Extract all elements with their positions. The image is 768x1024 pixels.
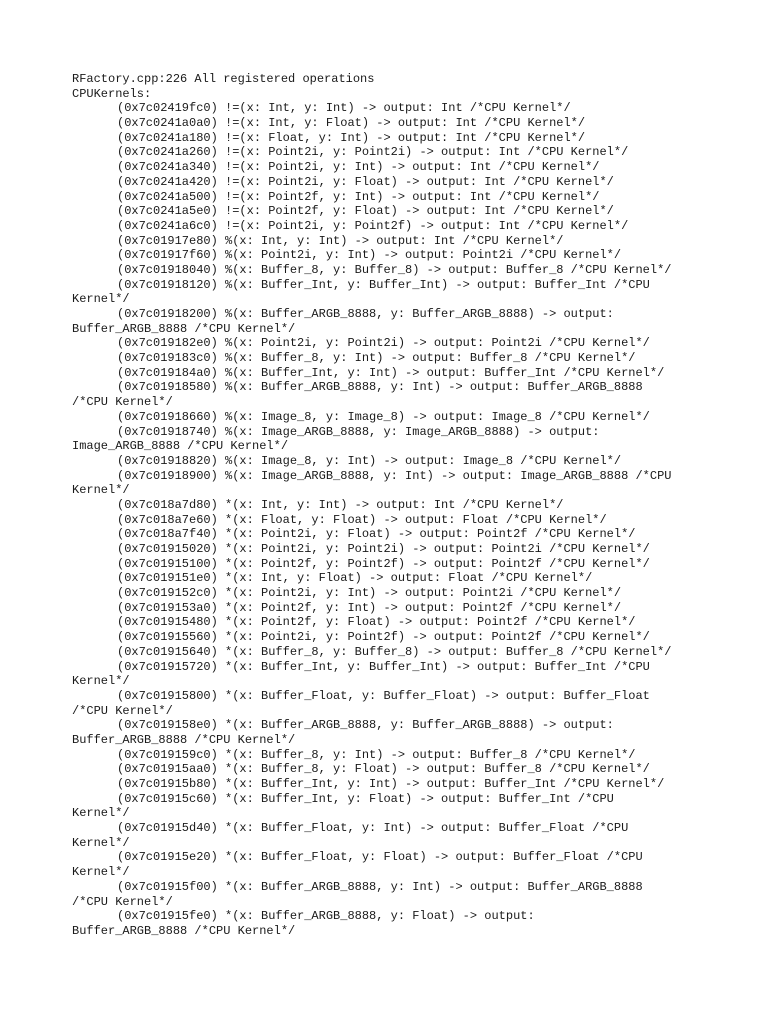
operation-line: (0x7c01917e80) %(x: Int, y: Int) -> output: Int /*CPU Kernel*/ — [117, 233, 564, 248]
operation-line: (0x7c01915020) *(x: Point2i, y: Point2i) -> output: Point2i /*CPU Kernel*/ — [117, 542, 650, 556]
operation-line: (0x7c0241a5e0) !=(x: Point2f, y: Float) -> output: Int /*CPU Kernel*/ — [117, 204, 614, 219]
operation-line-continuation: Image_ARGB_8888 /*CPU Kernel*/ — [72, 439, 289, 454]
operation-line: (0x7c0241a340) !=(x: Point2i, y: Int) -> output: Int /*CPU Kernel*/ — [117, 160, 600, 175]
operation-line: (0x7c018a7d80) *(x: Int, y: Int) -> output: Int /*CPU Kernel*/ — [117, 497, 564, 512]
operation-line: (0x7c01915100) *(x: Point2f, y: Point2f) -> output: Point2f /*CPU Kernel*/ — [117, 556, 650, 571]
operation-line: (0x7c01915aa0) *(x: Buffer_8, y: Float) -> output: Buffer_8 /*CPU Kernel*/ — [117, 762, 650, 777]
operation-line: (0x7c01915c60) *(x: Buffer_Int, y: Float) -> output: Buffer_Int /*CPU — [117, 791, 614, 806]
operation-line: (0x7c01915640) *(x: Buffer_8, y: Buffer_8) -> output: Buffer_8 /*CPU Kernel*/ — [117, 644, 672, 659]
operation-line: (0x7c01915720) *(x: Buffer_Int, y: Buffer_Int) -> output: Buffer_Int /*CPU — [117, 659, 650, 674]
operation-line: (0x7c018a7f40) *(x: Point2i, y: Float) -> output: Point2f /*CPU Kernel*/ — [117, 527, 636, 542]
operation-line: (0x7c018a7e60) *(x: Float, y: Float) -> output: Float /*CPU Kernel*/ — [117, 512, 607, 527]
operation-line: (0x7c01918120) %(x: Buffer_Int, y: Buffer_Int) -> output: Buffer_Int /*CPU — [117, 277, 650, 292]
log-document — [72, 72, 702, 939]
operation-line: (0x7c0241a500) !=(x: Point2f, y: Int) -> output: Int /*CPU Kernel*/ — [117, 189, 600, 204]
operation-line-continuation: Buffer_ARGB_8888 /*CPU Kernel*/ — [72, 732, 296, 747]
operation-line-continuation: /*CPU Kernel*/ — [72, 395, 173, 410]
operation-line: (0x7c0241a6c0) !=(x: Point2i, y: Point2f) -> output: Int /*CPU Kernel*/ — [117, 218, 629, 233]
operation-line: (0x7c01918580) %(x: Buffer_ARGB_8888, y: Int) -> output: Buffer_ARGB_8888 — [117, 380, 643, 395]
operation-line: (0x7c01915f00) *(x: Buffer_ARGB_8888, y: Int) -> output: Buffer_ARGB_8888 — [117, 879, 643, 894]
operation-line: (0x7c0241a180) !=(x: Float, y: Int) -> output: Int /*CPU Kernel*/ — [117, 130, 586, 145]
operation-line: (0x7c01915480) *(x: Point2f, y: Float) -> output: Point2f /*CPU Kernel*/ — [117, 615, 636, 630]
operation-line: (0x7c019159c0) *(x: Buffer_8, y: Int) -> output: Buffer_8 /*CPU Kernel*/ — [117, 747, 636, 762]
operation-line: (0x7c0241a260) !=(x: Point2i, y: Point2i) -> output: Int /*CPU Kernel*/ — [117, 145, 629, 160]
operation-line: (0x7c01915560) *(x: Point2i, y: Point2f) -> output: Point2f /*CPU Kernel*/ — [117, 630, 650, 645]
operation-line: (0x7c01918820) %(x: Image_8, y: Int) -> output: Image_8 /*CPU Kernel*/ — [117, 453, 622, 468]
operation-line: (0x7c019184a0) %(x: Buffer_Int, y: Int) -> output: Buffer_Int /*CPU Kernel*/ — [117, 365, 665, 380]
operation-line-continuation: Kernel*/ — [72, 483, 130, 498]
operation-line: (0x7c01917f60) %(x: Point2i, y: Int) -> output: Point2i /*CPU Kernel*/ — [117, 248, 622, 263]
operation-line-continuation: Kernel*/ — [72, 806, 130, 821]
operation-line: (0x7c01918740) %(x: Image_ARGB_8888, y: Image_ARGB_8888) -> output: — [117, 424, 600, 439]
operation-line: (0x7c0241a420) !=(x: Point2i, y: Float) -> output: Int /*CPU Kernel*/ — [117, 174, 614, 189]
operation-line: (0x7c02419fc0) !=(x: Int, y: Int) -> output: Int /*CPU Kernel*/ — [117, 101, 571, 116]
operation-line: (0x7c01915fe0) *(x: Buffer_ARGB_8888, y: Float) -> output: — [117, 909, 535, 924]
operation-line: (0x7c01915e20) *(x: Buffer_Float, y: Float) -> output: Buffer_Float /*CPU — [117, 850, 643, 865]
operation-line: (0x7c019182e0) %(x: Point2i, y: Point2i) -> output: Point2i /*CPU Kernel*/ — [117, 336, 650, 351]
operation-line-continuation: /*CPU Kernel*/ — [72, 894, 173, 909]
operation-line: (0x7c019153a0) *(x: Point2f, y: Int) -> output: Point2f /*CPU Kernel*/ — [117, 600, 622, 615]
section-label: CPUKernels: — [72, 86, 152, 101]
operation-line: (0x7c01918200) %(x: Buffer_ARGB_8888, y: Buffer_ARGB_8888) -> output: — [117, 307, 614, 321]
operation-line: (0x7c01915800) *(x: Buffer_Float, y: Buffer_Float) -> output: Buffer_Float — [117, 688, 650, 703]
operation-line-continuation: Buffer_ARGB_8888 /*CPU Kernel*/ — [72, 923, 296, 938]
operation-line: (0x7c01918040) %(x: Buffer_8, y: Buffer_8) -> output: Buffer_8 /*CPU Kernel*/ — [117, 262, 672, 277]
operation-line: (0x7c0241a0a0) !=(x: Int, y: Float) -> output: Int /*CPU Kernel*/ — [117, 116, 586, 131]
operation-line: (0x7c019152c0) *(x: Point2i, y: Int) -> output: Point2i /*CPU Kernel*/ — [117, 586, 622, 601]
operation-line-continuation: Kernel*/ — [72, 835, 130, 850]
operation-line-continuation: Kernel*/ — [72, 292, 130, 307]
operations-list — [72, 101, 702, 938]
operation-line: (0x7c019151e0) *(x: Int, y: Float) -> output: Float /*CPU Kernel*/ — [117, 571, 593, 586]
operation-line-continuation: Kernel*/ — [72, 865, 130, 880]
operation-line: (0x7c01915d40) *(x: Buffer_Float, y: Int) -> output: Buffer_Float /*CPU — [117, 821, 629, 836]
operation-line-continuation: /*CPU Kernel*/ — [72, 703, 173, 718]
operation-line-continuation: Kernel*/ — [72, 674, 130, 689]
operation-line: (0x7c01918900) %(x: Image_ARGB_8888, y: Int) -> output: Image_ARGB_8888 /*CPU — [117, 468, 672, 483]
operation-line-continuation: Buffer_ARGB_8888 /*CPU Kernel*/ — [72, 321, 296, 336]
operation-line: (0x7c019183c0) %(x: Buffer_8, y: Int) -> output: Buffer_8 /*CPU Kernel*/ — [117, 351, 636, 366]
operation-line: (0x7c01915b80) *(x: Buffer_Int, y: Int) -> output: Buffer_Int /*CPU Kernel*/ — [117, 777, 665, 791]
operation-line: (0x7c01918660) %(x: Image_8, y: Image_8) -> output: Image_8 /*CPU Kernel*/ — [117, 409, 650, 424]
log-header: RFactory.cpp:226 All registered operations — [72, 72, 375, 86]
operation-line: (0x7c019158e0) *(x: Buffer_ARGB_8888, y: Buffer_ARGB_8888) -> output: — [117, 718, 614, 733]
